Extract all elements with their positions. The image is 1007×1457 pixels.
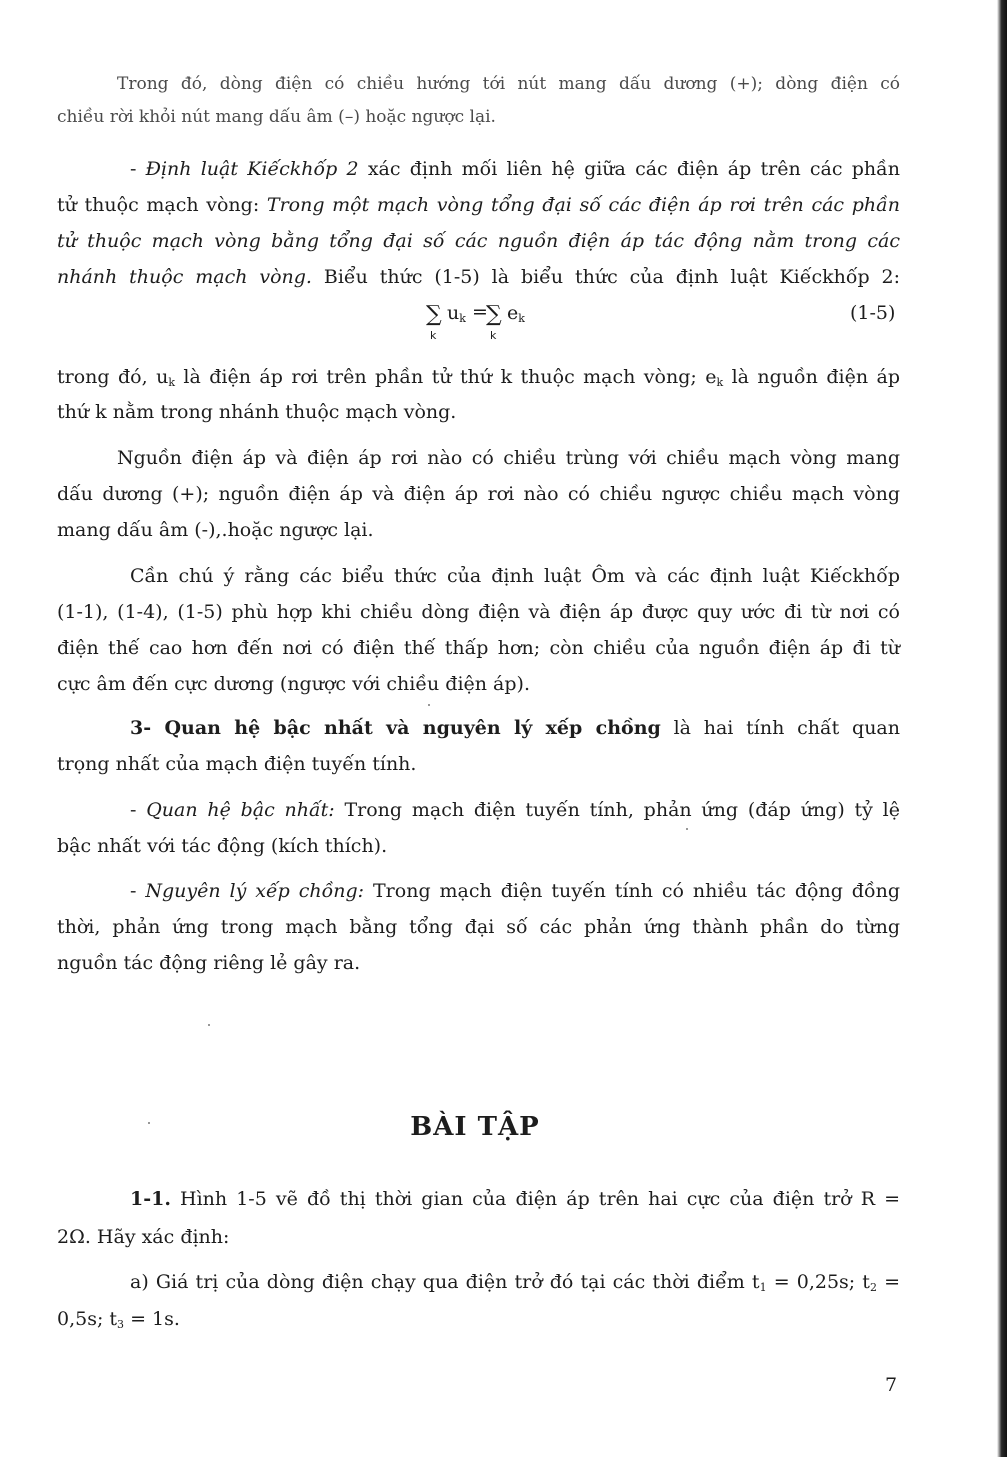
section-3-title: 3- Quan hệ bậc nhất và nguyên lý xếp chồng [130, 717, 661, 739]
paragraph-5-line-3: điện thế cao hơn đến nơi có điện thế thấp hơn; còn chiều của nguồn điện áp đi từ [57, 637, 900, 659]
exercise-number: 1-1. [130, 1188, 171, 1210]
exercise-1-1-part-a-line-1: a) Giá trị của dòng điện chạy qua điện trở đó tại các thời điểm $t_1 = 0,25s$; $t_2$ = [130, 1271, 900, 1294]
equation-number: (1-5) [850, 302, 896, 324]
sum-index-right: k [490, 329, 497, 342]
paragraph-7-line-1: - Quan hệ bậc nhất: Trong mạch điện tuyến tính, phản ứng (đáp ứng) tỷ lệ [130, 799, 900, 821]
paragraph-2-line-1: - Định luật Kiếckhốp 2 xác định mối liên hệ giữa các điện áp trên các phần [130, 158, 900, 180]
paragraph-3-line-2: thứ k nằm trong nhánh thuộc mạch vòng. [57, 401, 457, 423]
paragraph-6-line-2: trọng nhất của mạch điện tuyến tính. [57, 753, 417, 775]
paragraph-5-line-1: Cần chú ý rằng các biểu thức của định luật Ôm và các định luật Kiếckhốp [130, 565, 900, 587]
paragraph-3-line-1: trong đó, $u_k$ là điện áp rơi trên phần tử thứ k thuộc mạch vòng; $e_k$ là nguồn điện áp [57, 366, 900, 389]
exercises-heading: BÀI TẬP [410, 1112, 540, 1142]
paragraph-4-line-3: mang dấu âm (-),.hoặc ngược lại. [57, 519, 374, 541]
sum-index-left: k [430, 329, 437, 342]
paragraph-6-line-1: 3- Quan hệ bậc nhất và nguyên lý xếp chồng là hai tính chất quan [130, 717, 900, 739]
page-number: 7 [885, 1374, 898, 1396]
paragraph-5-line-2: (1-1), (1-4), (1-5) phù hợp khi chiều dòng điện và điện áp được quy ước đi từ nơi có [57, 601, 900, 623]
scan-speck [208, 1024, 210, 1026]
scan-speck [686, 828, 688, 830]
kirchhoff-2-term: Định luật Kiếckhốp 2 [145, 158, 359, 180]
formula-e: $e_k$ [507, 302, 525, 325]
exercise-1-1-line-2: 2Ω. Hãy xác định: [57, 1226, 230, 1248]
exercise-1-1-part-a-line-2: 0,5s; $t_3 = 1s$. [57, 1308, 180, 1331]
paragraph-8-line-3: nguồn tác động riêng lẻ gây ra. [57, 952, 361, 974]
formula-equals: = [472, 301, 488, 323]
paragraph-2-line-4: nhánh thuộc mạch vòng. Biểu thức (1-5) là biểu thức của định luật Kiếckhốp 2: [57, 266, 901, 288]
paragraph-1-line-2: chiều rời khỏi nút mang dấu âm (–) hoặc ngược lại. [57, 107, 496, 127]
kirchhoff-2-formula [426, 300, 546, 350]
scan-edge-shadow [997, 0, 1007, 1457]
sum-symbol-left: ∑ [426, 302, 442, 327]
paragraph-8-line-2: thời, phản ứng trong mạch bằng tổng đại số các phản ứng thành phần do từng [57, 916, 900, 938]
paragraph-5-line-4: cực âm đến cực dương (ngược với chiều điện áp). [57, 673, 530, 695]
paragraph-2-line-2: tử thuộc mạch vòng: Trong một mạch vòng tổng đại số các điện áp rơi trên các phần [57, 194, 900, 216]
formula-u: $u_k$ [447, 302, 466, 325]
paragraph-7-line-2: bậc nhất với tác động (kích thích). [57, 835, 388, 857]
exercise-1-1-line-1: 1-1. Hình 1-5 vẽ đồ thị thời gian của điện áp trên hai cực của điện trở R = [130, 1188, 900, 1210]
paragraph-2-line-3: tử thuộc mạch vòng bằng tổng đại số các nguồn điện áp tác động nằm trong các [57, 230, 900, 252]
scan-speck [148, 1122, 150, 1124]
paragraph-4-line-2: dấu dương (+); nguồn điện áp và điện áp rơi nào có chiều ngược chiều mạch vòng [57, 483, 900, 505]
paragraph-1-line-1: Trong đó, dòng điện có chiều hướng tới nút mang dấu dương (+); dòng điện có [117, 74, 900, 94]
scan-speck [428, 704, 430, 706]
paragraph-4-line-1: Nguồn điện áp và điện áp rơi nào có chiều trùng với chiều mạch vòng mang [117, 447, 900, 469]
paragraph-8-line-1: - Nguyên lý xếp chồng: Trong mạch điện tuyến tính có nhiều tác động đồng [130, 880, 900, 902]
sum-symbol-right: ∑ [486, 302, 502, 327]
